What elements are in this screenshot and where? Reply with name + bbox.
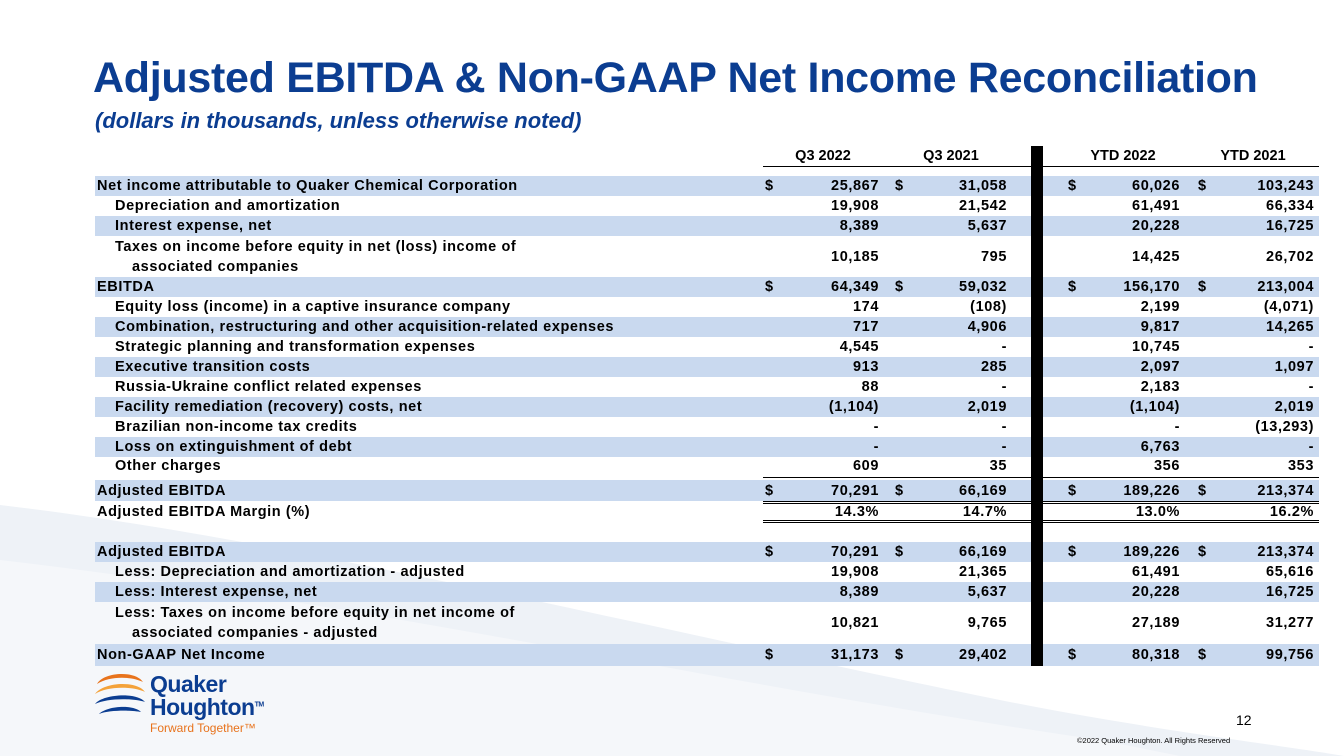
value-q3-2021: 285 — [981, 359, 1007, 375]
row-label: EBITDA — [97, 279, 155, 295]
row-combination-restructuring — [95, 317, 1319, 337]
value-q3-2021: 4,906 — [967, 319, 1007, 335]
value-q3-2021: - — [1001, 379, 1007, 395]
total-underline — [763, 520, 1031, 521]
value-q3-2021: 9,765 — [967, 614, 1007, 631]
total-underline — [763, 522, 1031, 523]
currency-symbol: $ — [895, 647, 904, 663]
value-ytd-2022: 20,228 — [1132, 584, 1180, 600]
row-loss-extinguishment — [95, 437, 1319, 457]
value-q3-2022: 609 — [853, 458, 879, 474]
value-ytd-2021: 26,702 — [1266, 248, 1314, 265]
value-ytd-2022: 13.0% — [1135, 504, 1180, 520]
row-label — [115, 236, 516, 277]
value-ytd-2022: 9,817 — [1140, 319, 1180, 335]
value-ytd-2021: (13,293) — [1255, 419, 1314, 435]
value-ytd-2021: 16,725 — [1266, 584, 1314, 600]
value-ytd-2021: (4,071) — [1263, 299, 1314, 315]
value-ytd-2021: 1,097 — [1274, 359, 1314, 375]
value-ytd-2022: 189,226 — [1123, 482, 1180, 499]
currency-symbol: $ — [765, 544, 774, 560]
currency-symbol: $ — [1198, 178, 1207, 194]
total-underline — [1043, 503, 1319, 504]
value-q3-2021: 66,169 — [959, 482, 1007, 499]
value-q3-2021: 21,365 — [959, 564, 1007, 580]
value-ytd-2021: 2,019 — [1274, 399, 1314, 415]
value-ytd-2021: 31,277 — [1266, 614, 1314, 631]
value-q3-2022: 8,389 — [839, 584, 879, 600]
row-ebitda — [95, 277, 1319, 297]
value-ytd-2021: - — [1308, 339, 1314, 355]
value-q3-2022: 717 — [853, 319, 879, 335]
row-brazilian-tax-credits — [95, 417, 1319, 437]
value-ytd-2021: - — [1308, 379, 1314, 395]
value-ytd-2022: 356 — [1154, 458, 1180, 474]
value-ytd-2021: 16.2% — [1269, 504, 1314, 520]
value-q3-2022: 8,389 — [839, 218, 879, 234]
value-q3-2022: 25,867 — [831, 178, 879, 194]
page-title: Adjusted EBITDA & Non-GAAP Net Income Reconciliation — [93, 54, 1258, 102]
row-label: Adjusted EBITDA — [97, 482, 227, 499]
value-ytd-2022: - — [1174, 419, 1180, 435]
row-less-depreciation — [95, 562, 1319, 582]
logo-text-quaker: Quaker — [150, 671, 227, 697]
value-q3-2021: 35 — [989, 458, 1007, 474]
row-label-line2: associated companies — [132, 259, 299, 275]
total-underline — [1043, 477, 1319, 478]
value-q3-2022: 19,908 — [831, 198, 879, 214]
row-equity-loss — [95, 297, 1319, 317]
header-ytd-2021: YTD 2021 — [1220, 148, 1286, 164]
value-q3-2021: 5,637 — [967, 584, 1007, 600]
value-ytd-2021: - — [1308, 439, 1314, 455]
currency-symbol: $ — [895, 178, 904, 194]
value-ytd-2022: 61,491 — [1132, 564, 1180, 580]
row-taxes — [95, 236, 1319, 277]
row-label: Facility remediation (recovery) costs, net — [115, 399, 423, 415]
value-q3-2022: 19,908 — [831, 564, 879, 580]
value-ytd-2022: 2,183 — [1140, 379, 1180, 395]
row-net-income — [95, 176, 1319, 196]
logo-text-houghton: Houghton™ — [150, 694, 264, 720]
total-underline — [1043, 501, 1319, 502]
value-q3-2022: 174 — [853, 299, 879, 315]
value-ytd-2022: 14,425 — [1132, 248, 1180, 265]
logo-tagline: Forward Together™ — [150, 721, 256, 735]
value-q3-2021: 5,637 — [967, 218, 1007, 234]
currency-symbol: $ — [765, 178, 774, 194]
currency-symbol: $ — [1068, 544, 1077, 560]
value-q3-2022: 4,545 — [839, 339, 879, 355]
value-ytd-2022: 80,318 — [1132, 647, 1180, 663]
row-label-line1: Taxes on income before equity in net (loss) income of — [115, 239, 517, 255]
row-label: Russia-Ukraine conflict related expenses — [115, 379, 422, 395]
value-q3-2021: 21,542 — [959, 198, 1007, 214]
currency-symbol: $ — [1068, 647, 1077, 663]
row-label: Executive transition costs — [115, 359, 311, 375]
row-label: Adjusted EBITDA — [97, 544, 227, 560]
value-q3-2021: 795 — [981, 248, 1007, 265]
currency-symbol: $ — [1198, 647, 1207, 663]
row-depreciation — [95, 196, 1319, 216]
value-q3-2022: - — [873, 439, 879, 455]
value-q3-2022: 88 — [861, 379, 879, 395]
value-ytd-2021: 353 — [1288, 458, 1314, 474]
value-q3-2022: 31,173 — [831, 647, 879, 663]
value-q3-2021: (108) — [970, 299, 1007, 315]
row-non-gaap-net-income — [95, 644, 1319, 666]
value-ytd-2021: 16,725 — [1266, 218, 1314, 234]
value-q3-2022: 70,291 — [831, 482, 879, 499]
currency-symbol: $ — [765, 482, 774, 499]
currency-symbol: $ — [765, 647, 774, 663]
value-q3-2022: - — [873, 419, 879, 435]
value-q3-2021: - — [1001, 419, 1007, 435]
row-executive-transition — [95, 357, 1319, 377]
value-q3-2021: 14.7% — [962, 504, 1007, 520]
currency-symbol: $ — [895, 482, 904, 499]
value-ytd-2021: 213,374 — [1257, 482, 1314, 499]
currency-symbol: $ — [1198, 544, 1207, 560]
value-ytd-2021: 66,334 — [1266, 198, 1314, 214]
row-label: Less: Depreciation and amortization - adjusted — [115, 564, 465, 580]
row-less-interest — [95, 582, 1319, 602]
value-q3-2021: 29,402 — [959, 647, 1007, 663]
value-q3-2022: (1,104) — [828, 399, 879, 415]
currency-symbol: $ — [1068, 279, 1077, 295]
row-label: Strategic planning and transformation expenses — [115, 339, 476, 355]
column-divider — [1031, 146, 1043, 666]
row-interest-expense — [95, 216, 1319, 236]
value-ytd-2022: 156,170 — [1123, 279, 1180, 295]
value-q3-2022: 64,349 — [831, 279, 879, 295]
value-ytd-2022: (1,104) — [1129, 399, 1180, 415]
currency-symbol: $ — [765, 279, 774, 295]
row-label: Adjusted EBITDA Margin (%) — [97, 504, 311, 520]
value-ytd-2022: 6,763 — [1140, 439, 1180, 455]
value-ytd-2021: 99,756 — [1266, 647, 1314, 663]
total-underline — [1043, 520, 1319, 521]
value-q3-2021: 59,032 — [959, 279, 1007, 295]
total-underline — [763, 477, 1031, 478]
row-adjusted-ebitda — [95, 480, 1319, 501]
row-label: Equity loss (income) in a captive insurance company — [115, 299, 511, 315]
currency-symbol: $ — [1198, 279, 1207, 295]
row-strategic-planning — [95, 337, 1319, 357]
row-label-line2: associated companies - adjusted — [132, 625, 378, 641]
currency-symbol: $ — [1198, 482, 1207, 499]
value-ytd-2021: 14,265 — [1266, 319, 1314, 335]
copyright: ©2022 Quaker Houghton. All Rights Reserved — [1077, 736, 1231, 745]
header-underline-ytd — [1043, 166, 1319, 167]
total-underline — [1043, 522, 1319, 523]
value-q3-2022: 10,821 — [831, 614, 879, 631]
value-ytd-2021: 65,616 — [1266, 564, 1314, 580]
currency-symbol: $ — [895, 279, 904, 295]
row-label: Combination, restructuring and other acquisition-related expenses — [115, 319, 615, 335]
value-q3-2022: 10,185 — [831, 248, 879, 265]
row-less-taxes — [95, 602, 1319, 643]
value-ytd-2022: 2,199 — [1140, 299, 1180, 315]
value-ytd-2022: 61,491 — [1132, 198, 1180, 214]
row-facility-remediation — [95, 397, 1319, 417]
currency-symbol: $ — [1068, 482, 1077, 499]
currency-symbol: $ — [1068, 178, 1077, 194]
value-ytd-2022: 10,745 — [1132, 339, 1180, 355]
header-q3-2022: Q3 2022 — [795, 148, 851, 164]
row-label: Depreciation and amortization — [115, 198, 341, 214]
total-underline — [763, 501, 1031, 502]
value-q3-2021: 66,169 — [959, 544, 1007, 560]
row-label: Less: Interest expense, net — [115, 584, 318, 600]
row-label — [115, 602, 515, 643]
row-label: Other charges — [115, 458, 222, 474]
value-q3-2022: 70,291 — [831, 544, 879, 560]
row-label: Interest expense, net — [115, 218, 272, 234]
value-q3-2022: 913 — [853, 359, 879, 375]
row-adjusted-ebitda-2 — [95, 542, 1319, 562]
row-label: Net income attributable to Quaker Chemical Corporation — [97, 178, 518, 194]
currency-symbol: $ — [895, 544, 904, 560]
row-other-charges — [95, 455, 1319, 477]
header-ytd-2022: YTD 2022 — [1090, 148, 1156, 164]
row-label: Brazilian non-income tax credits — [115, 419, 358, 435]
page-subtitle: (dollars in thousands, unless otherwise noted) — [95, 108, 582, 133]
value-ytd-2022: 60,026 — [1132, 178, 1180, 194]
row-label-line1: Less: Taxes on income before equity in net income of — [115, 605, 515, 621]
value-ytd-2022: 20,228 — [1132, 218, 1180, 234]
value-q3-2021: - — [1001, 339, 1007, 355]
value-q3-2021: 31,058 — [959, 178, 1007, 194]
row-russia-ukraine — [95, 377, 1319, 397]
row-label: Loss on extinguishment of debt — [115, 439, 353, 455]
value-q3-2021: 2,019 — [967, 399, 1007, 415]
quaker-houghton-logo-icon — [93, 668, 147, 724]
value-ytd-2022: 27,189 — [1132, 614, 1180, 631]
value-q3-2022: 14.3% — [834, 504, 879, 520]
value-ytd-2022: 189,226 — [1123, 544, 1180, 560]
value-ytd-2021: 103,243 — [1257, 178, 1314, 194]
total-underline — [763, 503, 1031, 504]
page-number: 12 — [1236, 712, 1252, 728]
header-underline-q3 — [763, 166, 1031, 167]
value-ytd-2021: 213,004 — [1257, 279, 1314, 295]
value-ytd-2021: 213,374 — [1257, 544, 1314, 560]
header-q3-2021: Q3 2021 — [923, 148, 979, 164]
value-ytd-2022: 2,097 — [1140, 359, 1180, 375]
row-label: Non-GAAP Net Income — [97, 647, 266, 663]
value-q3-2021: - — [1001, 439, 1007, 455]
